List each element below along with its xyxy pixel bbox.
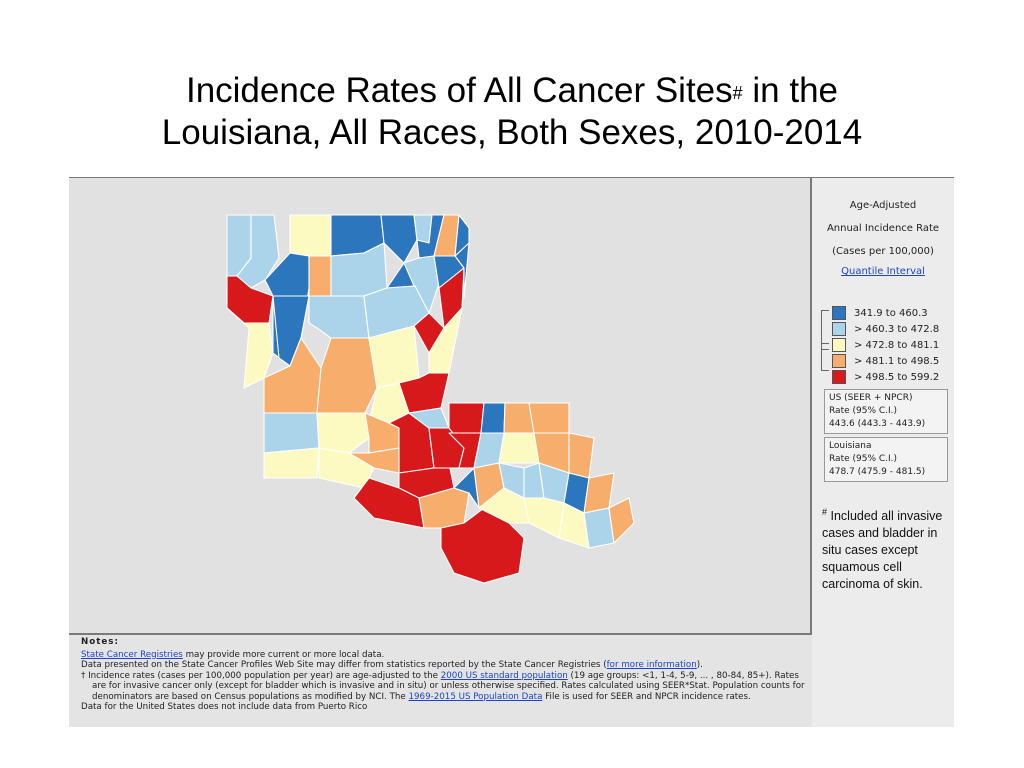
more-information-link[interactable]: for more information [606,660,697,670]
parish-region[interactable] [529,403,569,433]
note-2 [81,660,806,671]
legend-swatch [832,370,846,384]
note-3-text-a: Incidence rates (cases per 100,000 population per year) are age-adjusted to the [85,670,441,681]
note-3-text-b: (19 age groups: <1, 1-4, 5-9, ... , 80-84, 85+). Rates are for invasive cancer only (except for bladder which is invasive and in situ) or unless otherwise specified. Rates calculated using SEER*Stat. Population counts for denominators are based on Census populations as modified by NCI. The [92,670,805,702]
parish-region[interactable] [381,215,417,263]
quantile-interval-link[interactable]: Quantile Interval [841,266,925,277]
note-1-text: may provide more current or more local data. [182,649,385,660]
legend-item [832,321,939,337]
note-3 [81,671,806,703]
legend-head2: Annual Incidence Rate [826,223,940,234]
legend-label: > 481.1 to 498.5 [854,355,940,367]
us-rate-box [824,389,948,434]
title-line1b: in the [742,71,839,110]
title-line2: Louisiana, All Races, Both Sexes, 2010-2014 [161,113,863,152]
legend-label: > 498.5 to 599.2 [854,371,940,383]
note-1 [81,650,806,661]
parish-region[interactable] [264,413,319,453]
title-line1: Incidence Rates of All Cancer Sites [185,71,733,110]
louisiana-map [69,178,810,633]
parish-region[interactable] [609,498,634,543]
note-3-mark: † [81,670,86,681]
legend-swatch [832,322,846,336]
la-box-line1: Louisiana [829,441,872,451]
parish-region[interactable] [524,498,564,538]
legend-item [832,305,928,321]
parish-region[interactable] [290,215,331,256]
la-box-line2: Rate (95% C.I.) [829,454,898,464]
legend-swatch [832,338,846,352]
legend-label: > 460.3 to 472.8 [854,323,940,335]
parish-region[interactable] [317,338,377,413]
parish-region[interactable] [309,256,331,296]
report-panel [69,177,954,727]
legend-head3: (Cases per 100,000) [832,246,934,257]
standard-population-link[interactable]: 2000 US standard population [440,670,568,681]
legend [812,178,954,727]
legend-item [832,369,939,385]
legend-bracket-la [821,343,829,371]
legend-label: > 472.8 to 481.1 [854,339,940,351]
parish-region[interactable] [449,403,484,433]
parish-region[interactable] [584,473,614,513]
parish-region[interactable] [499,433,539,463]
map-area [69,178,812,635]
state-registries-link[interactable]: State Cancer Registries [81,649,183,660]
note-2-end: ). [696,660,703,670]
louisiana-rate-box [824,437,948,482]
footnote [822,504,950,593]
legend-swatch [832,306,846,320]
legend-label: 341.9 to 460.3 [854,307,928,319]
note-3-text-c: File is used for SEER and NPCR incidence rates. [542,691,751,702]
legend-title [812,194,954,263]
parish-region[interactable] [264,448,319,478]
us-box-line3: 443.6 (443.3 - 443.9) [829,419,926,429]
chart-title [0,70,1024,154]
footnote-mark: # [822,507,828,517]
us-box-line1: US (SEER + NPCR) [829,393,913,403]
la-box-line3: 478.7 (475.9 - 481.5) [829,467,926,477]
us-box-line2: Rate (95% C.I.) [829,406,898,416]
parish-region[interactable] [309,296,369,338]
parish-region[interactable] [569,433,594,478]
legend-head1: Age-Adjusted [849,200,917,211]
population-data-link[interactable]: 1969-2015 US Population Data [408,691,543,702]
notes-section [81,637,806,713]
legend-swatch [832,354,846,368]
legend-item [832,337,939,353]
title-sup: # [732,83,743,103]
legend-item [832,353,939,369]
footnote-text: Included all invasive cases and bladder in situ cases except squamous cell carcinoma of skin. [822,509,943,592]
parish-region[interactable] [317,413,369,453]
notes-header: Notes: [81,637,119,647]
parish-region[interactable] [481,403,505,433]
note-2-text: Data presented on the State Cancer Profiles Web Site may differ from statistics reported by the State Cancer Registries ( [81,660,607,670]
note-4: Data for the United States does not include data from Puerto Rico [81,702,368,712]
